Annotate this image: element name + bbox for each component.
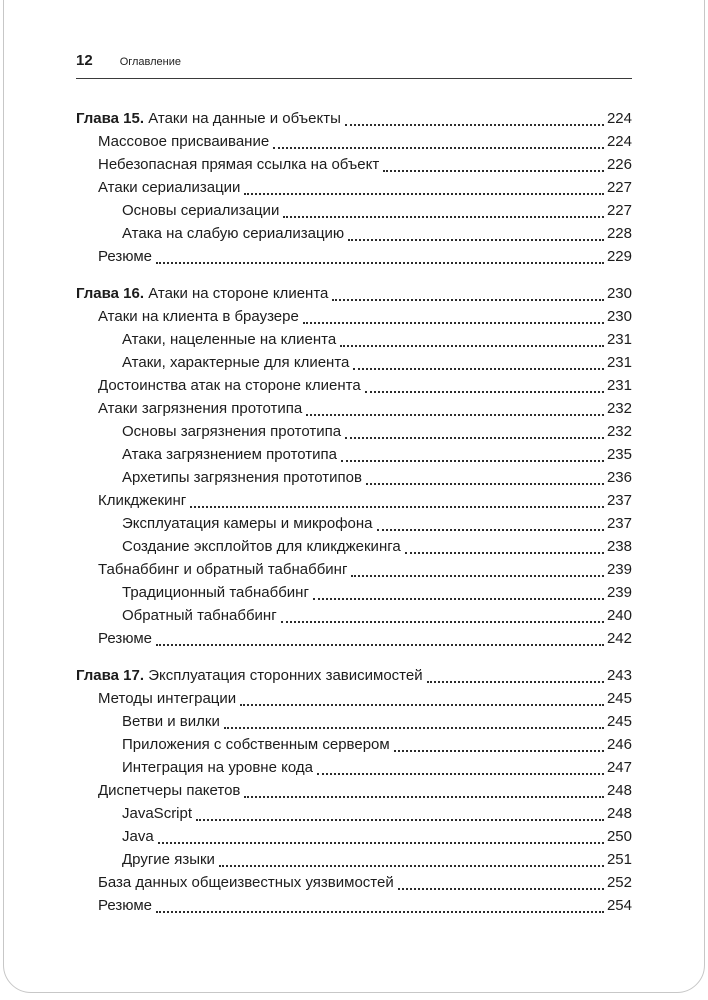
toc-list [76,107,632,917]
toc-entry [76,245,632,268]
dotted-leader [306,397,604,416]
toc-entry-title: Традиционный табнаббинг [122,584,309,601]
toc-section [76,282,632,650]
toc-entry-title: Табнаббинг и обратный табнаббинг [98,561,348,578]
dotted-leader [427,664,604,683]
toc-entry-title: Интеграция на уровне кода [122,759,313,776]
dotted-leader [348,222,604,241]
toc-entry-page: 238 [606,538,632,555]
dotted-leader [340,328,604,347]
dotted-leader [156,245,604,264]
toc-entry-page: 248 [606,805,632,822]
toc-entry-page: 229 [606,248,632,265]
dotted-leader [224,710,604,729]
toc-entry [76,894,632,917]
dotted-leader [283,199,604,218]
toc-entry [76,802,632,825]
toc-entry-page: 230 [606,285,632,302]
toc-entry-page: 237 [606,492,632,509]
toc-entry [76,558,632,581]
toc-entry-title: Атаки, нацеленные на клиента [122,331,337,348]
toc-entry [76,351,632,374]
toc-entry [76,710,632,733]
toc-entry-page: 224 [606,110,632,127]
toc-entry-title: Методы интеграции [98,690,237,707]
toc-entry [76,581,632,604]
toc-entry-title: Достоинства атак на стороне клиента [98,377,361,394]
toc-entry-page: 237 [606,515,632,532]
toc-entry-title: Резюме [98,630,152,647]
toc-entry-page: 245 [606,690,632,707]
toc-entry-title: Глава 17. Эксплуатация сторонних зависимостей [76,667,423,684]
toc-entry-title: Основы загрязнения прототипа [122,423,342,440]
toc-entry-title: Резюме [98,897,152,914]
dotted-leader [377,512,604,531]
toc-entry-title: Глава 15. Атаки на данные и объекты [76,110,341,127]
toc-entry [76,328,632,351]
chapter-prefix: Глава 17. [76,667,149,684]
dotted-leader [303,305,604,324]
toc-section [76,664,632,917]
toc-entry-page: 250 [606,828,632,845]
dotted-leader [383,153,604,172]
toc-entry-title: Создание эксплойтов для кликджекинга [122,538,401,555]
chapter-prefix: Глава 15. [76,110,149,127]
toc-entry [76,420,632,443]
toc-chapter-entry [76,107,632,130]
toc-entry [76,176,632,199]
toc-entry-title: Атаки на клиента в браузере [98,308,299,325]
toc-entry [76,130,632,153]
toc-entry-title: Приложения с собственным сервером [122,736,390,753]
dotted-leader [273,130,604,149]
dotted-leader [398,871,604,890]
toc-entry-title: Кликджекинг [98,492,187,509]
toc-entry [76,733,632,756]
toc-entry-title: Ветви и вилки [122,713,220,730]
toc-chapter-entry [76,282,632,305]
toc-entry-page: 231 [606,354,632,371]
toc-entry [76,222,632,245]
toc-entry-title: Атаки сериализации [98,179,241,196]
toc-section [76,107,632,268]
toc-entry [76,489,632,512]
dotted-leader [353,351,604,370]
toc-entry-page: 235 [606,446,632,463]
toc-entry-page: 230 [606,308,632,325]
dotted-leader [281,604,604,623]
toc-entry-title: Атаки загрязнения прототипа [98,400,303,417]
toc-entry-page: 252 [606,874,632,891]
toc-entry-page: 240 [606,607,632,624]
page-header [76,52,632,69]
toc-entry-title: База данных общеизвестных уязвимостей [98,874,394,891]
toc-entry-page: 239 [606,584,632,601]
dotted-leader [190,489,604,508]
toc-entry [76,199,632,222]
dotted-leader [313,581,604,600]
toc-entry [76,153,632,176]
toc-entry-page: 247 [606,759,632,776]
toc-entry-page: 243 [606,667,632,684]
toc-entry [76,466,632,489]
dotted-leader [366,466,604,485]
dotted-leader [317,756,604,775]
toc-chapter-entry [76,664,632,687]
toc-entry [76,627,632,650]
toc-entry-page: 232 [606,423,632,440]
toc-entry-title: Диспетчеры пакетов [98,782,241,799]
toc-entry [76,443,632,466]
toc-entry-page: 246 [606,736,632,753]
toc-entry [76,512,632,535]
toc-entry-title: JavaScript [122,805,193,822]
toc-entry [76,687,632,710]
dotted-leader [196,802,604,821]
dotted-leader [244,779,604,798]
toc-entry [76,848,632,871]
dotted-leader [394,733,604,752]
toc-entry-page: 245 [606,713,632,730]
dotted-leader [158,825,604,844]
toc-entry [76,604,632,627]
dotted-leader [240,687,604,706]
toc-entry-title: Обратный табнаббинг [122,607,277,624]
toc-entry-title: Атаки, характерные для клиента [122,354,350,371]
toc-entry [76,871,632,894]
toc-entry [76,305,632,328]
toc-entry-page: 254 [606,897,632,914]
toc-entry-title: Массовое присваивание [98,133,270,150]
dotted-leader [405,535,604,554]
toc-entry-page: 239 [606,561,632,578]
toc-entry-title: Глава 16. Атаки на стороне клиента [76,285,329,302]
toc-entry-page: 242 [606,630,632,647]
dotted-leader [365,374,604,393]
dotted-leader [219,848,604,867]
toc-entry-title: Java [122,828,154,845]
toc-entry-page: 227 [606,202,632,219]
toc-entry-title: Другие языки [122,851,215,868]
toc-entry-title: Архетипы загрязнения прототипов [122,469,362,486]
toc-entry [76,535,632,558]
toc-entry [76,397,632,420]
toc-entry-page: 228 [606,225,632,242]
header-title: Оглавление [119,56,182,68]
toc-entry [76,825,632,848]
dotted-leader [345,107,604,126]
toc-entry-title: Резюме [98,248,152,265]
chapter-prefix: Глава 16. [76,285,149,302]
toc-entry-page: 231 [606,377,632,394]
header-rule [76,78,632,79]
dotted-leader [332,282,604,301]
toc-entry-page: 232 [606,400,632,417]
dotted-leader [345,420,604,439]
toc-entry-title: Основы сериализации [122,202,280,219]
toc-entry-title: Небезопасная прямая ссылка на объект [98,156,380,173]
toc-entry-page: 251 [606,851,632,868]
header-page-number: 12 [76,52,93,69]
toc-entry-page: 248 [606,782,632,799]
toc-entry [76,374,632,397]
toc-entry [76,779,632,802]
toc-entry-page: 226 [606,156,632,173]
toc-entry-page: 236 [606,469,632,486]
dotted-leader [341,443,604,462]
dotted-leader [244,176,604,195]
dotted-leader [156,627,604,646]
toc-entry [76,756,632,779]
dotted-leader [351,558,604,577]
toc-entry-page: 227 [606,179,632,196]
toc-entry-title: Атака на слабую сериализацию [122,225,345,242]
toc-entry-page: 224 [606,133,632,150]
toc-entry-page: 231 [606,331,632,348]
toc-entry-title: Атака загрязнением прототипа [122,446,338,463]
toc-entry-title: Эксплуатация камеры и микрофона [122,515,373,532]
dotted-leader [156,894,604,913]
